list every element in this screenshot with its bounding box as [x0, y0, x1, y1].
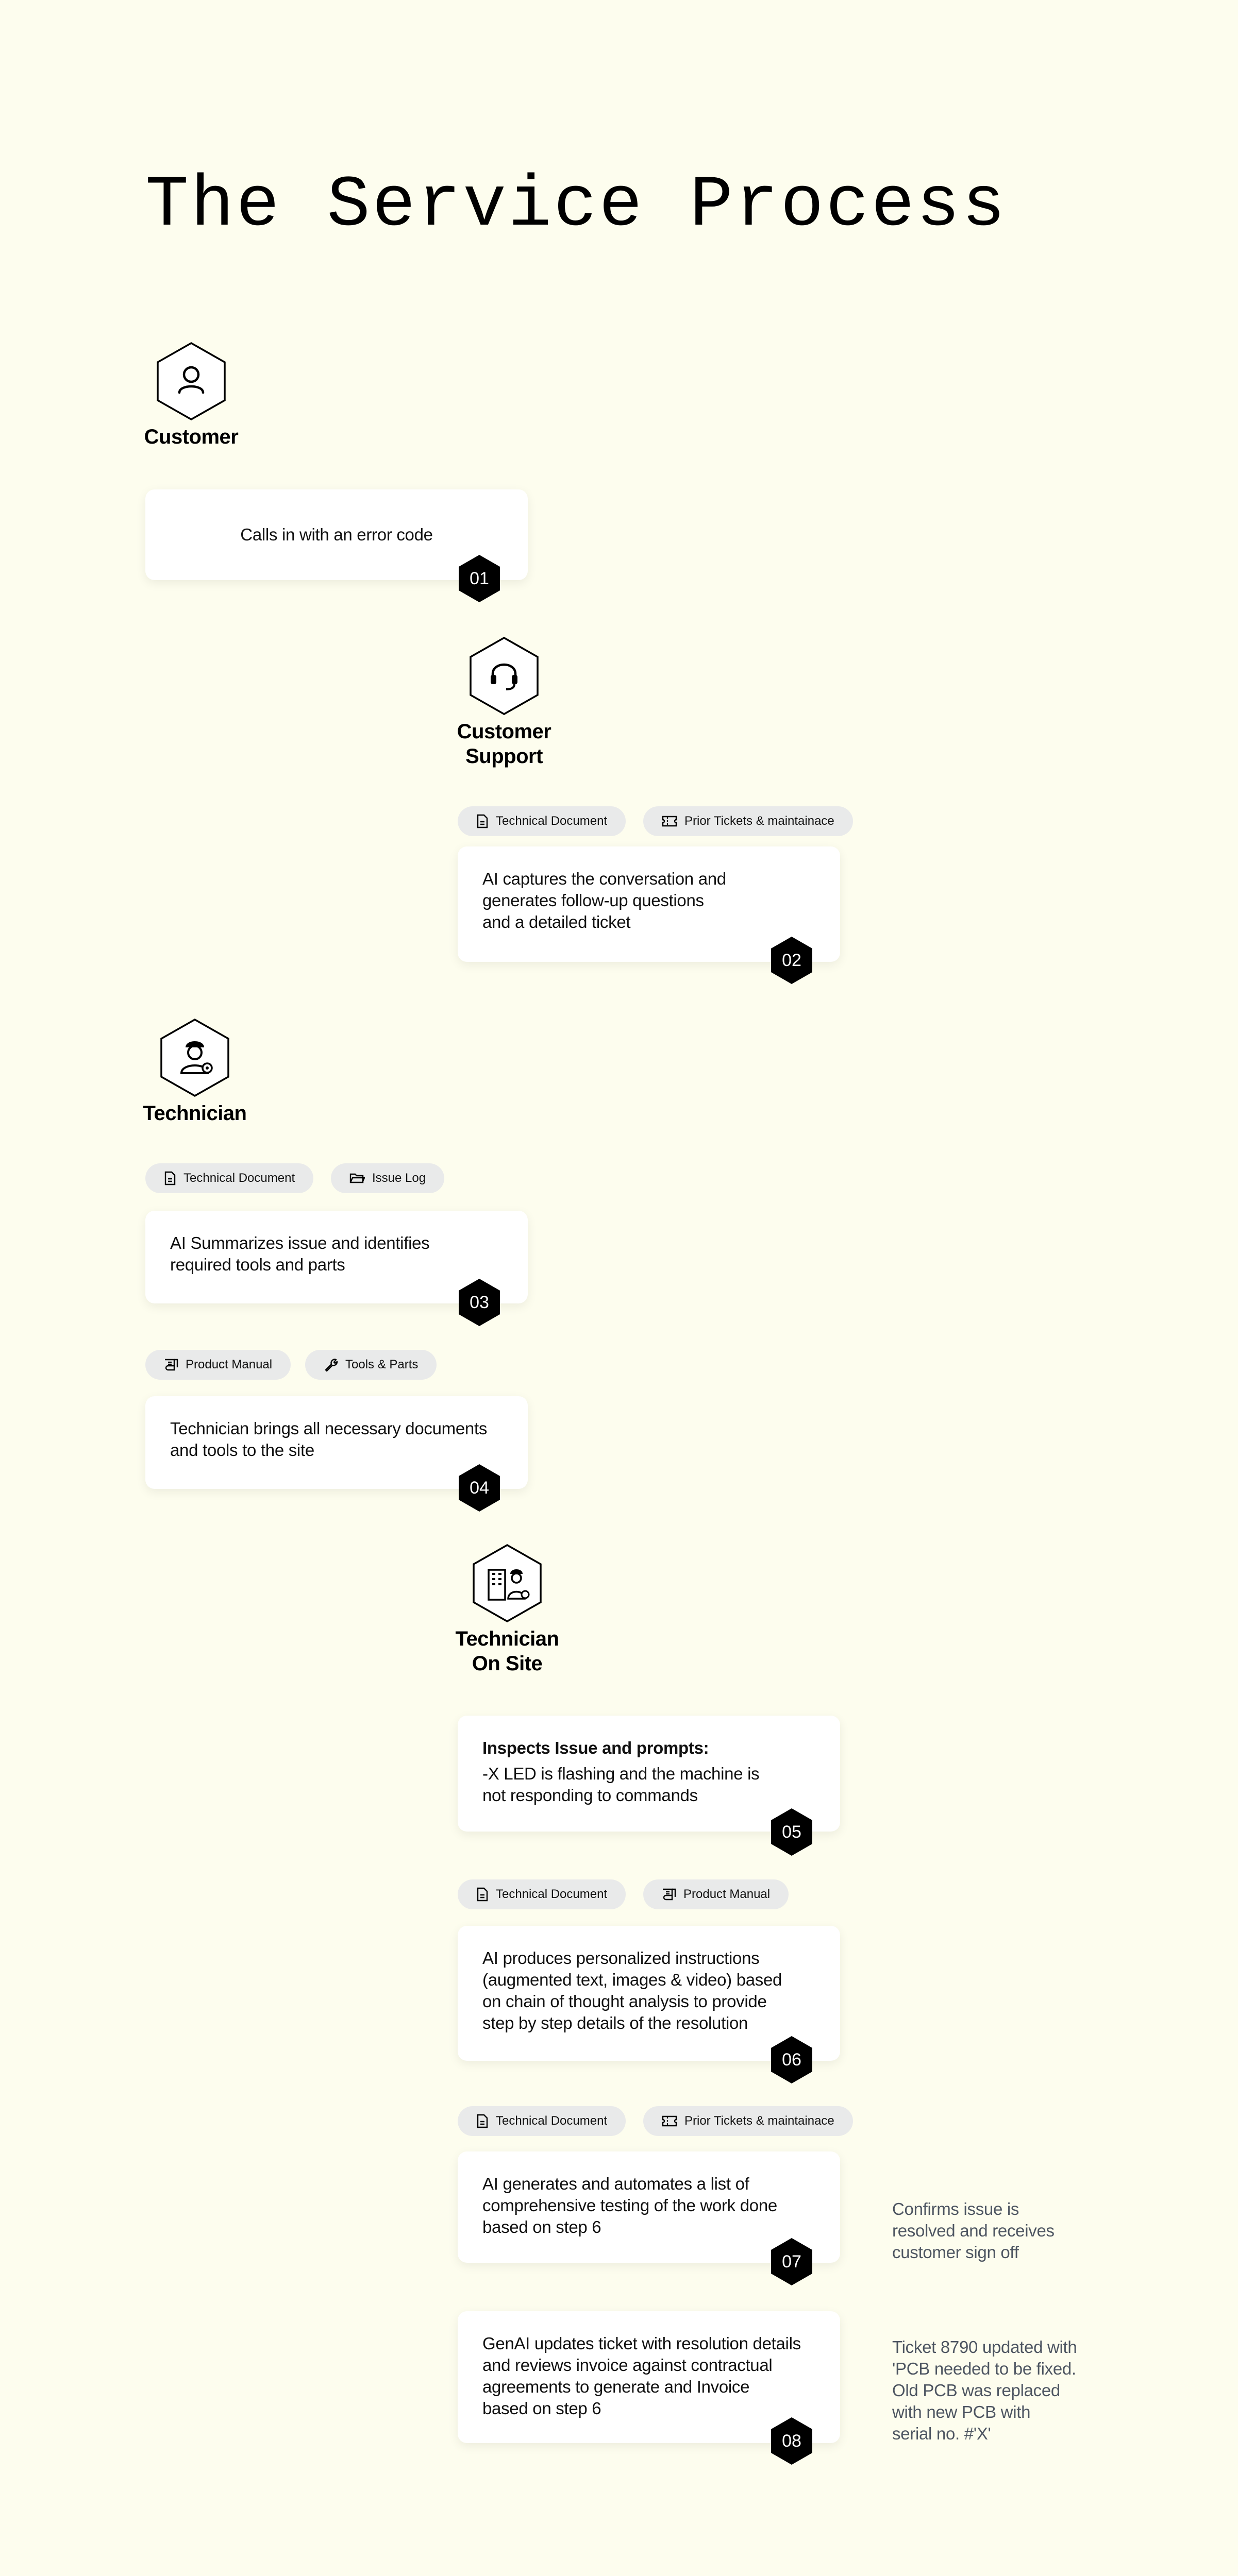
step-text: AI captures the conversation and generates follow-up questions and a detailed ticket: [482, 869, 726, 931]
manual-icon: [662, 1888, 676, 1901]
actor-technician-on-site: [445, 1543, 569, 1676]
ticket-icon: [662, 815, 677, 827]
user-icon: [155, 341, 227, 421]
step-text: Calls in with an error code: [240, 525, 433, 544]
step-number-badge: 05: [767, 1807, 816, 1857]
actor-name: Technician On Site: [455, 1628, 559, 1675]
chip-technical-document: Technical Document: [458, 1879, 626, 1909]
chip-technical-document: Technical Document: [458, 806, 626, 836]
actor-name: Customer Support: [457, 720, 551, 768]
step-text: GenAI updates ticket with resolution details and reviews invoice against contractual agreements to generate and Invoice based on step 6: [482, 2334, 801, 2418]
ticket-icon: [662, 2115, 677, 2127]
step-number-badge: 04: [455, 1463, 504, 1513]
chip-product-manual: Product Manual: [145, 1350, 291, 1380]
step-number-badge: 08: [767, 2416, 816, 2466]
actor-name: Customer: [144, 426, 239, 448]
technician-on-site-icon: [471, 1543, 543, 1623]
chip-technical-document: Technical Document: [458, 2106, 626, 2136]
step-number-badge: 06: [767, 2035, 816, 2084]
chip-issue-log: Issue Log: [331, 1163, 444, 1193]
step-number-badge: 03: [455, 1278, 504, 1327]
document-icon: [476, 814, 489, 828]
step-number-badge: 07: [767, 2237, 816, 2286]
chip-prior-tickets: Prior Tickets & maintainace: [643, 2106, 853, 2136]
wrench-icon: [324, 1358, 338, 1372]
folder-icon: [349, 1172, 365, 1184]
step-heading: Inspects Issue and prompts:: [482, 1738, 709, 1757]
actor-customer-support: [442, 636, 566, 769]
step-text: AI Summarizes issue and identifies required tools and parts: [170, 1233, 430, 1274]
chip-product-manual: Product Manual: [643, 1879, 789, 1909]
manual-icon: [164, 1358, 178, 1371]
step-08-note: Ticket 8790 updated with 'PCB needed to be fixed. Old PCB was replaced with new PCB with serial no. #'X': [892, 2337, 1077, 2443]
step-number-badge: 01: [455, 554, 504, 603]
technician-icon: [159, 1018, 231, 1098]
document-icon: [476, 1887, 489, 1902]
step-text: Technician brings all necessary documents and tools to the site: [170, 1419, 488, 1460]
actor-customer: [129, 341, 253, 449]
step-number-badge: 02: [767, 936, 816, 985]
document-icon: [476, 2114, 489, 2128]
step-text: AI produces personalized instructions (augmented text, images & video) based on chain of thought analysis to provide step by step details of the resolution: [482, 1948, 782, 2032]
chip-technical-document: Technical Document: [145, 1163, 313, 1193]
document-icon: [164, 1171, 176, 1185]
step-text: -X LED is flashing and the machine is not responding to commands: [482, 1764, 760, 1805]
chip-tools-parts: Tools & Parts: [305, 1350, 437, 1380]
step-07-note: Confirms issue is resolved and receives customer sign off: [892, 2199, 1055, 2262]
step-text: AI generates and automates a list of comprehensive testing of the work done based on step 6: [482, 2174, 777, 2236]
actor-technician: [133, 1018, 257, 1126]
actor-name: Technician: [143, 1102, 247, 1125]
page-title: The Service Process: [145, 165, 1008, 247]
chip-prior-tickets: Prior Tickets & maintainace: [643, 806, 853, 836]
headset-icon: [468, 636, 540, 716]
